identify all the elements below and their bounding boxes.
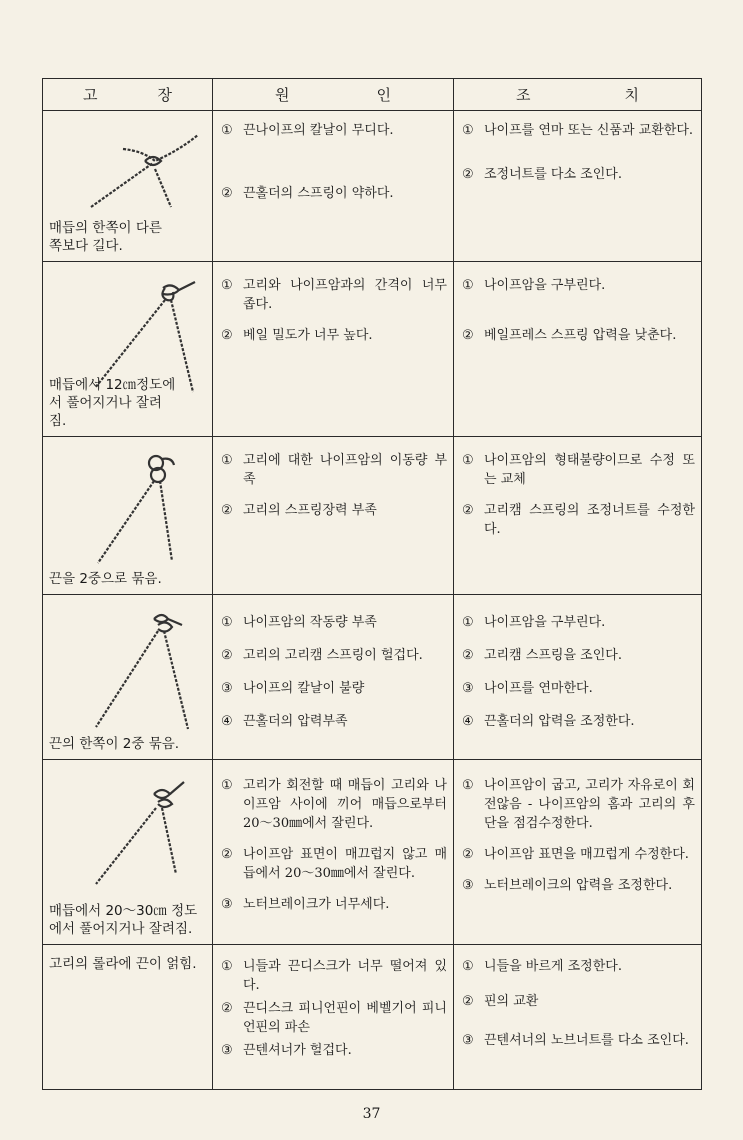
- cause-text: 끈텐셔너가 헐겁다.: [243, 1043, 352, 1058]
- action-text: 노터브레이크의 압력을 조정한다.: [484, 878, 673, 893]
- header-cause: 원 인: [213, 79, 454, 111]
- cause-text: 고리가 회전할 때 매듭이 고리와 나이프암 사이에 끼어 매듭으로부터 20～30㎜에서 잘린다.: [243, 778, 447, 831]
- symptom-cell: [43, 111, 213, 262]
- symptom-cell: [43, 595, 213, 760]
- symptom-cell: [43, 760, 213, 945]
- action-cell: ① 나이프암을 구부린다. ② 베일프레스 스프링 압력을 낮춘다.: [454, 262, 702, 437]
- action-text: 핀의 교환: [484, 994, 539, 1009]
- table-row: [43, 595, 702, 760]
- action-cell: ① 나이프암이 굽고, 고리가 자유로이 회전않음 - 나이프암의 홈과 고리의 후단을 점검수정한다. ② 나이프암 표면을 매끄럽게 수정한다. ③ 노터브레이크의 압력을 조정한다.: [454, 760, 702, 945]
- cause-text: 끈디스크 피니언핀이 베벨기어 피니언핀의 파손: [243, 1001, 447, 1035]
- cause-cell: ① 니들과 끈디스크가 너무 떨어져 있다. ② 끈디스크 피니언핀이 베벨기어 피니언핀의 파손 ③ 끈텐셔너가 헐겁다.: [213, 945, 454, 1090]
- cause-text: 고리의 스프링장력 부족: [243, 503, 377, 518]
- action-text: 고리캠 스프링을 조인다.: [484, 648, 622, 663]
- symptom-text: 고리의 롤라에 끈이 얽힘.: [49, 956, 197, 972]
- cause-text: 나이프암 표면이 매끄럽지 않고 매듭에서 20～30㎜에서 잘린다.: [243, 847, 447, 881]
- cause-text: 끈홀더의 압력부족: [243, 714, 348, 729]
- action-text: 나이프암의 형태불량이므로 수정 또는 교체: [484, 453, 695, 487]
- table-row: [43, 945, 702, 1090]
- action-cell: ① 나이프암의 형태불량이므로 수정 또는 교체 ② 고리캠 스프링의 조정너트를 수정한다.: [454, 437, 702, 595]
- action-text: 끈텐셔너의 노브너트를 다소 조인다.: [484, 1033, 689, 1048]
- symptom-text: 끈의 한쪽이 2중 묶음.: [49, 736, 180, 752]
- cause-cell: ① 나이프암의 작동량 부족 ② 고리의 고리캠 스프링이 헐겁다. ③ 나이프의 칼날이 불량 ④ 끈홀더의 압력부족: [213, 595, 454, 760]
- cause-cell: ① 고리에 대한 나이프암의 이동량 부족 ② 고리의 스프링장력 부족: [213, 437, 454, 595]
- cause-text: 고리와 나이프암과의 간격이 너무 좁다.: [243, 278, 447, 312]
- action-text: 끈홀더의 압력을 조정한다.: [484, 714, 635, 729]
- cause-text: 나이프의 칼날이 불량: [243, 681, 365, 696]
- action-text: 니들을 바르게 조정한다.: [484, 959, 622, 974]
- cause-text: 고리의 고리캠 스프링이 헐겁다.: [243, 648, 423, 663]
- cause-text: 끈나이프의 칼날이 무디다.: [243, 123, 394, 138]
- action-text: 나이프를 연마 또는 신품과 교환한다.: [484, 123, 694, 138]
- cause-text: 나이프암의 작동량 부족: [243, 615, 377, 630]
- action-text: 베일프레스 스프링 압력을 낮춘다.: [484, 328, 677, 343]
- action-cell: ① 나이프암을 구부린다. ② 고리캠 스프링을 조인다. ③ 나이프를 연마한다. ④ 끈홀더의 압력을 조정한다.: [454, 595, 702, 760]
- action-text: 나이프암 표면을 매끄럽게 수정한다.: [484, 847, 689, 862]
- action-text: 나이프암이 굽고, 고리가 자유로이 회전않음 - 나이프암의 홈과 고리의 후단을 점검수정한다.: [484, 778, 695, 831]
- table-row: [43, 262, 702, 437]
- table-row: [43, 760, 702, 945]
- action-text: 조정너트를 다소 조인다.: [484, 167, 622, 182]
- table-row: [43, 437, 702, 595]
- header-action: 조 치: [454, 79, 702, 111]
- action-cell: ① 나이프를 연마 또는 신품과 교환한다. ② 조정너트를 다소 조인다.: [454, 111, 702, 262]
- knot-illustration: [83, 121, 203, 211]
- cause-text: 베일 밀도가 너무 높다.: [243, 328, 373, 343]
- table-row: [43, 111, 702, 262]
- symptom-cell: [43, 945, 213, 1090]
- table-header-row: [43, 79, 702, 111]
- symptom-text: 매듭의 한쪽이 다른 쪽보다 길다.: [49, 220, 162, 254]
- symptom-text: 끈을 2중으로 묶음.: [49, 571, 162, 587]
- cause-text: 니들과 끈디스크가 너무 떨어져 있다.: [243, 959, 447, 993]
- symptom-cell: [43, 437, 213, 595]
- action-text: 나이프암을 구부린다.: [484, 615, 606, 630]
- page-number: 37: [362, 1106, 381, 1122]
- cause-cell: ① 끈나이프의 칼날이 무디다. ② 끈홀더의 스프링이 약하다.: [213, 111, 454, 262]
- troubleshooting-table: [42, 78, 702, 1090]
- action-text: 고리캠 스프링의 조정너트를 수정한다.: [484, 503, 695, 537]
- cause-text: 끈홀더의 스프링이 약하다.: [243, 186, 394, 201]
- cause-cell: ① 고리가 회전할 때 매듭이 고리와 나이프암 사이에 끼어 매듭으로부터 20～30㎜에서 잘린다. ② 나이프암 표면이 매끄럽지 않고 매듭에서 20～30㎜에서 잘린다. ③ 노터브레이크가 너무세다.: [213, 760, 454, 945]
- action-text: 나이프암을 구부린다.: [484, 278, 606, 293]
- knot-illustration: [88, 449, 198, 569]
- action-cell: ① 니들을 바르게 조정한다. ② 핀의 교환 ③ 끈텐셔너의 노브너트를 다소 조인다.: [454, 945, 702, 1090]
- symptom-text: 매듭에서 12㎝정도에서 풀어지거나 잘려짐.: [49, 377, 176, 429]
- symptom-cell: [43, 262, 213, 437]
- cause-text: 고리에 대한 나이프암의 이동량 부족: [243, 453, 447, 487]
- knot-illustration: [88, 772, 198, 892]
- symptom-text: 매듭에서 20～30㎝ 정도에서 풀어지거나 잘려짐.: [49, 903, 198, 937]
- cause-text: 노터브레이크가 너무세다.: [243, 897, 390, 912]
- action-text: 나이프를 연마한다.: [484, 681, 593, 696]
- cause-cell: ① 고리와 나이프암과의 간격이 너무 좁다. ② 베일 밀도가 너무 높다.: [213, 262, 454, 437]
- header-symptom: 고 장: [43, 79, 213, 111]
- knot-illustration: [88, 605, 198, 735]
